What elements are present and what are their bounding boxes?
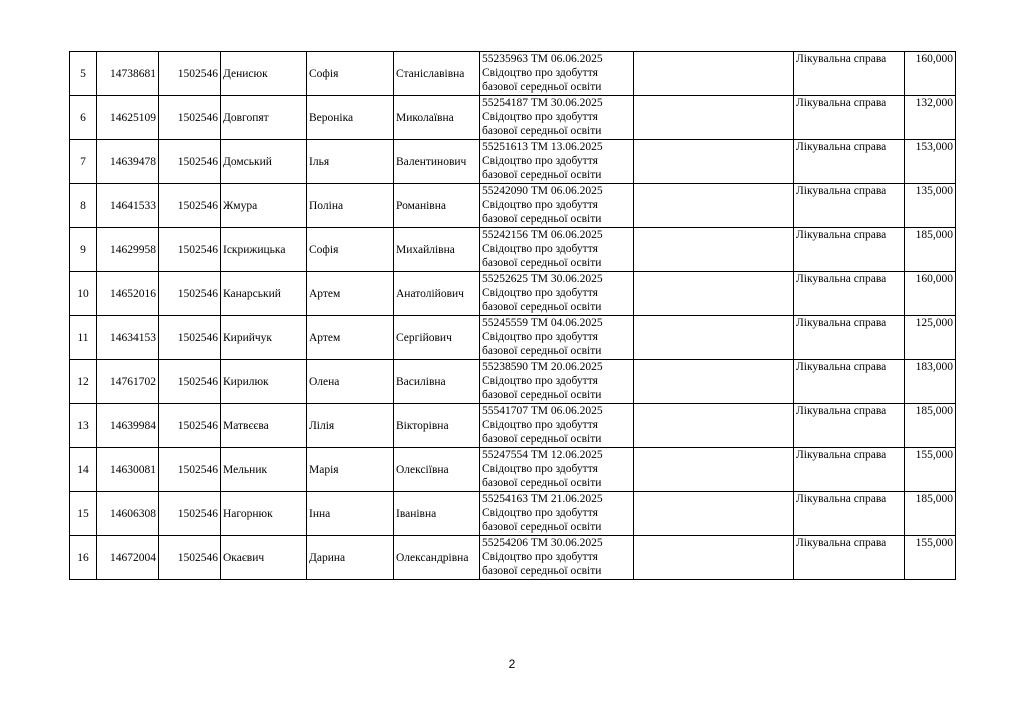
score: 185,000 — [905, 228, 956, 272]
table-row — [70, 492, 956, 536]
document-type-cont: базової середньої освіти — [482, 433, 602, 445]
specialty: Лікувальна справа — [794, 492, 905, 536]
surname: Довгопят — [221, 96, 307, 140]
empty-cell — [634, 96, 794, 140]
first-name: Олена — [307, 360, 394, 404]
document-type: Свідоцтво про здобуття — [482, 199, 598, 211]
applicant-id: 14634153 — [97, 316, 159, 360]
document-info — [480, 316, 634, 360]
document-type: Свідоцтво про здобуття — [482, 155, 598, 167]
row-number: 14 — [70, 448, 97, 492]
score: 125,000 — [905, 316, 956, 360]
document-info — [480, 492, 634, 536]
document-number: 55235963 ТМ 06.06.2025 — [482, 53, 603, 65]
first-name: Софія — [307, 228, 394, 272]
specialty: Лікувальна справа — [794, 404, 905, 448]
patronymic: Вікторівна — [394, 404, 480, 448]
score: 160,000 — [905, 272, 956, 316]
document-type-cont: базової середньої освіти — [482, 81, 602, 93]
program-code: 1502546 — [159, 52, 221, 96]
document-type-cont: базової середньої освіти — [482, 345, 602, 357]
document-type: Свідоцтво про здобуття — [482, 551, 598, 563]
table-row — [70, 536, 956, 580]
program-code: 1502546 — [159, 360, 221, 404]
program-code: 1502546 — [159, 272, 221, 316]
empty-cell — [634, 316, 794, 360]
first-name: Софія — [307, 52, 394, 96]
specialty: Лікувальна справа — [794, 448, 905, 492]
first-name: Вероніка — [307, 96, 394, 140]
document-type: Свідоцтво про здобуття — [482, 67, 598, 79]
surname: Нагорнюк — [221, 492, 307, 536]
document-number: 55251613 ТМ 13.06.2025 — [482, 141, 603, 153]
document-info — [480, 228, 634, 272]
document-number: 55245559 ТМ 04.06.2025 — [482, 317, 603, 329]
row-number: 8 — [70, 184, 97, 228]
score: 155,000 — [905, 536, 956, 580]
applicant-id: 14625109 — [97, 96, 159, 140]
page-number: 2 — [508, 657, 516, 671]
score: 135,000 — [905, 184, 956, 228]
document-number: 55252625 ТМ 30.06.2025 — [482, 273, 603, 285]
table-row — [70, 404, 956, 448]
row-number: 7 — [70, 140, 97, 184]
empty-cell — [634, 404, 794, 448]
applicant-id: 14641533 — [97, 184, 159, 228]
table-row — [70, 272, 956, 316]
document-type: Свідоцтво про здобуття — [482, 111, 598, 123]
specialty: Лікувальна справа — [794, 228, 905, 272]
empty-cell — [634, 140, 794, 184]
score: 132,000 — [905, 96, 956, 140]
program-code: 1502546 — [159, 536, 221, 580]
empty-cell — [634, 184, 794, 228]
score: 183,000 — [905, 360, 956, 404]
first-name: Артем — [307, 316, 394, 360]
document-info — [480, 52, 634, 96]
first-name: Марія — [307, 448, 394, 492]
document-type: Свідоцтво про здобуття — [482, 331, 598, 343]
applicants-table — [69, 51, 956, 580]
specialty: Лікувальна справа — [794, 272, 905, 316]
document-info — [480, 184, 634, 228]
score: 153,000 — [905, 140, 956, 184]
document-type-cont: базової середньої освіти — [482, 521, 602, 533]
table-row — [70, 448, 956, 492]
document-number: 55254206 ТМ 30.06.2025 — [482, 537, 603, 549]
surname: Іскрижицька — [221, 228, 307, 272]
patronymic: Валентинович — [394, 140, 480, 184]
row-number: 9 — [70, 228, 97, 272]
row-number: 15 — [70, 492, 97, 536]
document-type-cont: базової середньої освіти — [482, 213, 602, 225]
patronymic: Станіславівна — [394, 52, 480, 96]
document-number: 55254187 ТМ 30.06.2025 — [482, 97, 603, 109]
first-name: Поліна — [307, 184, 394, 228]
document-type: Свідоцтво про здобуття — [482, 507, 598, 519]
program-code: 1502546 — [159, 404, 221, 448]
surname: Денисюк — [221, 52, 307, 96]
empty-cell — [634, 536, 794, 580]
row-number: 10 — [70, 272, 97, 316]
document-type-cont: базової середньої освіти — [482, 257, 602, 269]
document-info — [480, 536, 634, 580]
patronymic: Романівна — [394, 184, 480, 228]
document-type: Свідоцтво про здобуття — [482, 419, 598, 431]
applicant-id: 14761702 — [97, 360, 159, 404]
document-info — [480, 96, 634, 140]
document-info — [480, 404, 634, 448]
surname: Кирийчук — [221, 316, 307, 360]
table-row — [70, 140, 956, 184]
document-info — [480, 272, 634, 316]
applicant-id: 14629958 — [97, 228, 159, 272]
document-number: 55541707 ТМ 06.06.2025 — [482, 405, 603, 417]
empty-cell — [634, 272, 794, 316]
specialty: Лікувальна справа — [794, 96, 905, 140]
applicant-id: 14630081 — [97, 448, 159, 492]
surname: Матвєєва — [221, 404, 307, 448]
patronymic: Анатолійович — [394, 272, 480, 316]
patronymic: Іванівна — [394, 492, 480, 536]
document-type: Свідоцтво про здобуття — [482, 287, 598, 299]
surname: Домський — [221, 140, 307, 184]
table-row — [70, 96, 956, 140]
program-code: 1502546 — [159, 140, 221, 184]
first-name: Лілія — [307, 404, 394, 448]
row-number: 6 — [70, 96, 97, 140]
program-code: 1502546 — [159, 228, 221, 272]
row-number: 12 — [70, 360, 97, 404]
document-info — [480, 360, 634, 404]
applicant-id: 14606308 — [97, 492, 159, 536]
specialty: Лікувальна справа — [794, 184, 905, 228]
table-row — [70, 316, 956, 360]
document-info — [480, 448, 634, 492]
program-code: 1502546 — [159, 492, 221, 536]
row-number: 5 — [70, 52, 97, 96]
document-type-cont: базової середньої освіти — [482, 389, 602, 401]
row-number: 16 — [70, 536, 97, 580]
document-type-cont: базової середньої освіти — [482, 169, 602, 181]
score: 155,000 — [905, 448, 956, 492]
specialty: Лікувальна справа — [794, 360, 905, 404]
applicant-id: 14639984 — [97, 404, 159, 448]
score: 160,000 — [905, 52, 956, 96]
surname: Кирилюк — [221, 360, 307, 404]
score: 185,000 — [905, 492, 956, 536]
document-type: Свідоцтво про здобуття — [482, 243, 598, 255]
surname: Канарський — [221, 272, 307, 316]
first-name: Дарина — [307, 536, 394, 580]
first-name: Ілья — [307, 140, 394, 184]
document-type-cont: базової середньої освіти — [482, 477, 602, 489]
table-row — [70, 360, 956, 404]
surname: Жмура — [221, 184, 307, 228]
table-row — [70, 184, 956, 228]
surname: Мельник — [221, 448, 307, 492]
document-number: 55238590 ТМ 20.06.2025 — [482, 361, 603, 373]
program-code: 1502546 — [159, 316, 221, 360]
patronymic: Василівна — [394, 360, 480, 404]
document-type: Свідоцтво про здобуття — [482, 375, 598, 387]
document-number: 55242156 ТМ 06.06.2025 — [482, 229, 603, 241]
surname: Окаєвич — [221, 536, 307, 580]
specialty: Лікувальна справа — [794, 536, 905, 580]
row-number: 11 — [70, 316, 97, 360]
program-code: 1502546 — [159, 184, 221, 228]
specialty: Лікувальна справа — [794, 316, 905, 360]
applicant-id: 14672004 — [97, 536, 159, 580]
patronymic: Сергійович — [394, 316, 480, 360]
document-type-cont: базової середньої освіти — [482, 301, 602, 313]
document-number: 55242090 ТМ 06.06.2025 — [482, 185, 603, 197]
document-type: Свідоцтво про здобуття — [482, 463, 598, 475]
empty-cell — [634, 360, 794, 404]
empty-cell — [634, 492, 794, 536]
empty-cell — [634, 52, 794, 96]
patronymic: Миколаївна — [394, 96, 480, 140]
empty-cell — [634, 228, 794, 272]
patronymic: Михайлівна — [394, 228, 480, 272]
program-code: 1502546 — [159, 448, 221, 492]
document-number: 55247554 ТМ 12.06.2025 — [482, 449, 603, 461]
document-type-cont: базової середньої освіти — [482, 565, 602, 577]
patronymic: Олексіївна — [394, 448, 480, 492]
document-info — [480, 140, 634, 184]
patronymic: Олександрівна — [394, 536, 480, 580]
applicant-id: 14738681 — [97, 52, 159, 96]
table-row — [70, 52, 956, 96]
row-number: 13 — [70, 404, 97, 448]
specialty: Лікувальна справа — [794, 52, 905, 96]
table-body — [70, 52, 956, 580]
score: 185,000 — [905, 404, 956, 448]
applicant-id: 14639478 — [97, 140, 159, 184]
first-name: Артем — [307, 272, 394, 316]
specialty: Лікувальна справа — [794, 140, 905, 184]
first-name: Інна — [307, 492, 394, 536]
empty-cell — [634, 448, 794, 492]
document-type-cont: базової середньої освіти — [482, 125, 602, 137]
document-number: 55254163 ТМ 21.06.2025 — [482, 493, 603, 505]
table-row — [70, 228, 956, 272]
program-code: 1502546 — [159, 96, 221, 140]
applicant-id: 14652016 — [97, 272, 159, 316]
